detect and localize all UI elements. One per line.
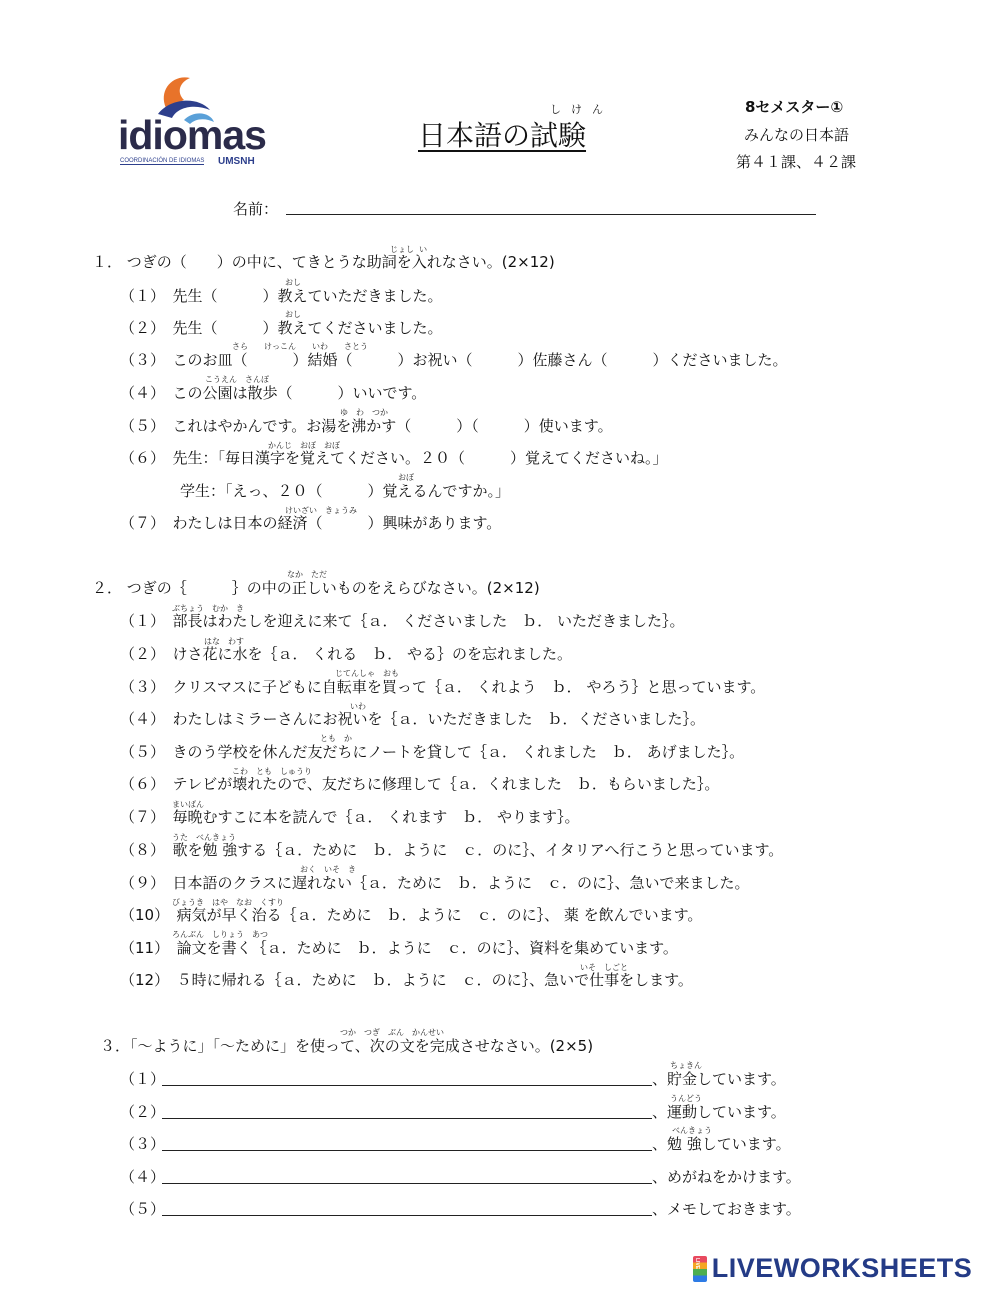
item-ruby: おく いそ き bbox=[300, 865, 356, 874]
item-ruby: うんどう bbox=[670, 1094, 702, 1103]
item-ruby: おし bbox=[285, 278, 301, 287]
answer-number: （５） bbox=[120, 1200, 166, 1218]
textbook-label: みんなの日本語 bbox=[744, 126, 850, 144]
page-title: 日本語の試験 bbox=[418, 119, 587, 152]
name-input-line[interactable] bbox=[286, 214, 816, 215]
item-ruby: おぼ bbox=[398, 473, 414, 482]
list-item: （２） けさ花に水を｛ａ． くれる ｂ． やる｝のを忘れました。 bbox=[120, 645, 573, 663]
semester-label: 8セメスター① bbox=[745, 98, 844, 116]
item-ruby: べんきょう bbox=[672, 1126, 712, 1135]
answer-tail: 、メモしておきます。 bbox=[652, 1200, 801, 1218]
answer-tail: 、運動しています。 bbox=[652, 1103, 786, 1121]
list-item: （８） 歌を勉 強する｛ａ．ために ｂ．ように ｃ．のに｝、イタリアへ行こうと思っています。 bbox=[120, 841, 784, 859]
item-ruby: はな わす bbox=[204, 637, 244, 646]
item-ruby: いわ bbox=[350, 702, 366, 711]
list-item: （５） きのう学校を休んだ友だちにノートを貸して｛ａ． くれました ｂ． あげました｝。 bbox=[120, 743, 745, 761]
list-item: （７） わたしは日本の経済（ ）興味があります。 bbox=[120, 514, 502, 532]
list-item: （１） 部長はわたしを迎えに来て｛ａ． くださいました ｂ． いただきました｝。 bbox=[120, 612, 685, 630]
item-ruby: おし bbox=[285, 310, 301, 319]
item-ruby: びょうき はや なお くすり bbox=[172, 898, 284, 907]
lessons-label: 第４１課、４２課 bbox=[736, 153, 857, 171]
answer-line[interactable] bbox=[162, 1085, 652, 1086]
brand-name: LIVEWORKSHEETS bbox=[711, 1253, 973, 1283]
answer-number: （２） bbox=[120, 1103, 166, 1121]
section-3-instruction: ３．「～ように」「～ために」を使って、次の文を完成させなさい。(2×5) bbox=[100, 1037, 594, 1055]
section-1-ruby: じょし い bbox=[390, 245, 428, 254]
live-badge-icon: LIVE bbox=[693, 1256, 707, 1282]
item-ruby: ゆ わ つか bbox=[340, 408, 388, 417]
answer-number: （１） bbox=[120, 1070, 166, 1088]
list-item: （４） この公園は散歩（ ）いいです。 bbox=[120, 384, 427, 402]
item-ruby: こわ とも しゅうり bbox=[232, 767, 312, 776]
list-item: （６） 先生：「毎日漢字を覚えてください。２０（ ）覚えてくださいね。」 bbox=[120, 449, 668, 467]
list-item: （４） わたしはミラーさんにお祝いを｛ａ．いただきました ｂ．くださいました｝。 bbox=[120, 710, 706, 728]
list-item: （10） 病気が早く治る｛ａ．ために ｂ．ように ｃ．のに｝、 薬 を飲んでいます。 bbox=[120, 906, 703, 924]
item-ruby: ちょきん bbox=[670, 1061, 702, 1070]
item-ruby: うた べんきょう bbox=[172, 833, 236, 842]
answer-tail: 、勉 強しています。 bbox=[652, 1135, 791, 1153]
answer-tail: 、めがねをかけます。 bbox=[652, 1168, 801, 1186]
list-item: （11） 論文を書く｛ａ．ために ｂ．ように ｃ．のに｝、資料を集めています。 bbox=[120, 939, 678, 957]
answer-line[interactable] bbox=[162, 1150, 652, 1151]
list-item: （12） ５時に帰れる｛ａ．ために ｂ．ように ｃ．のに｝、急いで仕事をします。 bbox=[120, 971, 693, 989]
item-ruby: まいばん bbox=[172, 800, 204, 809]
title-ruby: しけん bbox=[550, 103, 613, 116]
item-ruby: けいざい きょうみ bbox=[285, 506, 357, 515]
item-ruby: こうえん さんぽ bbox=[205, 375, 269, 384]
list-item: （３） このお皿（ ）結婚（ ）お祝い（ ）佐藤さん（ ）くださいました。 bbox=[120, 351, 788, 369]
answer-line[interactable] bbox=[162, 1183, 652, 1184]
answer-line[interactable] bbox=[162, 1118, 652, 1119]
item-ruby: ろんぶん しりょう あつ bbox=[172, 930, 268, 939]
list-item: 学生：「えっ、２０（ ）覚えるんですか。」 bbox=[120, 482, 511, 500]
list-item: （５） これはやかんです。お湯を沸かす（ ）（ ）使います。 bbox=[120, 417, 613, 435]
name-label: 名前： bbox=[233, 200, 279, 218]
answer-line[interactable] bbox=[162, 1215, 652, 1216]
list-item: （７） 毎晩むすこに本を読んで｛ａ． くれます ｂ． やります｝。 bbox=[120, 808, 580, 826]
answer-number: （３） bbox=[120, 1135, 166, 1153]
section-1-instruction: １． つぎの（ ）の中に、てきとうな助詞を入れなさい。(2×12) bbox=[92, 253, 555, 271]
answer-number: （４） bbox=[120, 1168, 166, 1186]
list-item: （３） クリスマスに子どもに自転車を買って｛ａ． くれよう ｂ． やろう｝と思っています。 bbox=[120, 678, 766, 696]
item-ruby: とも か bbox=[320, 734, 352, 743]
section-2-instruction: ２． つぎの｛ ｝の中の正しいものをえらびなさい。(2×12) bbox=[92, 579, 540, 597]
list-item: （２） 先生（ ）教えてくださいました。 bbox=[120, 319, 443, 337]
item-ruby: いそ しごと bbox=[580, 963, 628, 972]
list-item: （９） 日本語のクラスに遅れない｛ａ．ために ｂ．ように ｃ．のに｝、急いで来ました。 bbox=[120, 874, 750, 892]
logo-subtitle: COORDINACIÓN DE IDIOMAS bbox=[120, 158, 205, 164]
section-3-ruby: つか つぎ ぶん かんせい bbox=[340, 1028, 444, 1037]
section-2-ruby: なか ただ bbox=[287, 570, 327, 579]
list-item: （６） テレビが壊れたので、友だちに修理して｛ａ．くれました ｂ．もらいました｝。 bbox=[120, 775, 720, 793]
item-ruby: じてんしゃ おも bbox=[335, 669, 399, 678]
logo-word: idiomas bbox=[118, 112, 266, 158]
item-ruby: ぶちょう むか き bbox=[172, 604, 244, 613]
liveworksheets-logo bbox=[693, 1253, 972, 1284]
item-ruby: さら けっこん いわ さとう bbox=[232, 342, 368, 351]
answer-tail: 、貯金しています。 bbox=[652, 1070, 786, 1088]
item-ruby: かんじ おぼ おぼ bbox=[268, 441, 340, 450]
logo bbox=[118, 70, 268, 170]
logo-org: UMSNH bbox=[218, 156, 255, 167]
list-item: （１） 先生（ ）教えていただきました。 bbox=[120, 287, 443, 305]
